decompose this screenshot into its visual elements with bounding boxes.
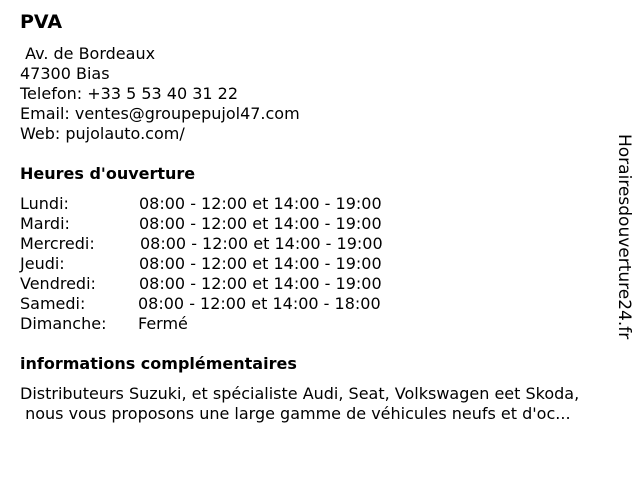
day-hours: 08:00 - 12:00 et 14:00 - 19:00: [139, 214, 382, 233]
contact-block: [20, 44, 300, 144]
day-label: Dimanche:: [20, 314, 107, 333]
day-hours: 08:00 - 12:00 et 14:00 - 19:00: [139, 194, 382, 213]
day-label: Jeudi:: [20, 254, 65, 273]
day-hours: 08:00 - 12:00 et 14:00 - 19:00: [140, 234, 383, 253]
info-heading: informations complémentaires: [20, 354, 297, 373]
day-label: Lundi:: [20, 194, 69, 213]
day-hours: 08:00 - 12:00 et 14:00 - 18:00: [138, 294, 381, 313]
info-text: [20, 384, 632, 424]
phone-text: Telefon: +33 5 53 40 31 22: [20, 84, 239, 103]
address-street: Av. de Bordeaux: [20, 44, 156, 63]
day-label: Samedi:: [20, 294, 86, 313]
info-line-2: nous vous proposons une large gamme de véhicules neufs et d'oc...: [20, 404, 571, 423]
day-label: Mardi:: [20, 214, 70, 233]
info-line-1: Distributeurs Suzuki, et spécialiste Audi, Seat, Volkswagen eet Skoda,: [20, 384, 580, 403]
day-hours: 08:00 - 12:00 et 14:00 - 19:00: [139, 274, 382, 293]
web-text: Web: pujolauto.com/: [20, 124, 185, 143]
day-hours: 08:00 - 12:00 et 14:00 - 19:00: [139, 254, 382, 273]
day-label: Mercredi:: [20, 234, 95, 253]
site-watermark-text: Horairesdouverture24.fr: [614, 134, 634, 340]
day-hours: Fermé: [138, 314, 188, 333]
business-name: PVA: [20, 11, 63, 33]
day-label: Vendredi:: [20, 274, 96, 293]
email-text: Email: ventes@groupepujol47.com: [20, 104, 300, 123]
hours-heading: Heures d'ouverture: [20, 164, 196, 183]
address-city: 47300 Bias: [20, 64, 110, 83]
